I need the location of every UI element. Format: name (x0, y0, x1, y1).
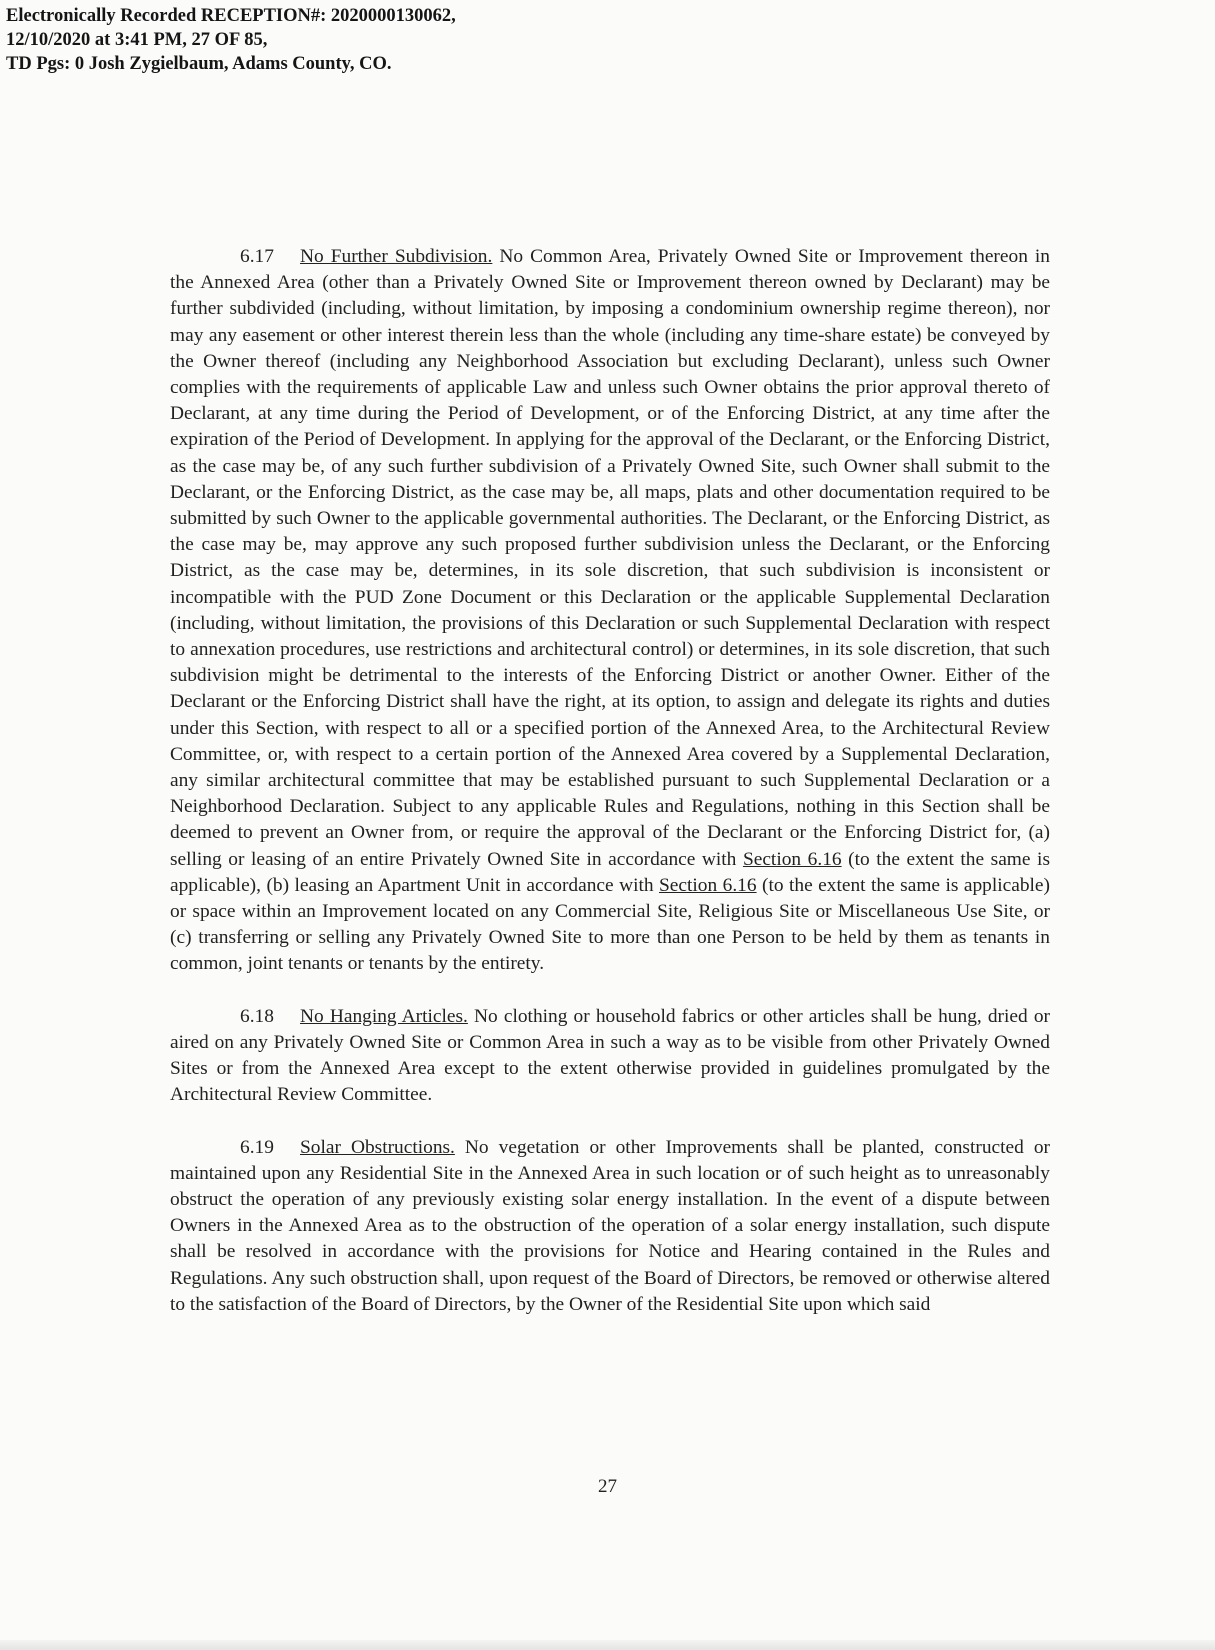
page-number: 27 (598, 1476, 617, 1497)
section-text: (to the extent the same is applicable) or space within an Improvement located on any Commercial Site, Religious Site or Miscellaneous Use Site, or (c) transferring or selling any Privately Owned Site to more than one Person to be held by them as tenants in common, joint tenants or tenants by the entirety. (170, 874, 1050, 975)
section-title: No Hanging Articles. (300, 1005, 468, 1027)
recording-stamp-line-2: 12/10/2020 at 3:41 PM, 27 OF 85, (6, 30, 268, 50)
section-text: No clothing or household fabrics or other articles shall be hung, dried or aired on any Privately Owned Site or Common Area in such a way as to be visible from other Privately Owned Sites or from the Annexed Area except to the extent otherwise provided in guidelines promulgated by the Architectural Review Committee. (170, 1005, 1050, 1106)
section-number: 6.18 (240, 1005, 274, 1027)
section-6-19 (170, 1135, 1050, 1318)
scan-edge (0, 1640, 1215, 1650)
section-6-17 (170, 244, 1050, 978)
section-reference: Section 6.16 (742, 848, 842, 870)
section-number: 6.19 (240, 1136, 274, 1158)
section-title: Solar Obstructions. (300, 1136, 455, 1158)
section-title: No Further Subdivision. (300, 246, 493, 267)
section-text: No vegetation or other Improvements shall be planted, constructed or maintained upon any Residential Site in the Annexed Area in such location or of such height as to unreasonably obstruct the operation of any previously existing solar energy installation. In the event of a dispute between Owners in the Annexed Area as to the obstruction of the operation of a solar energy installation, such dispute shall be resolved in accordance with the provisions for Notice and Hearing contained in the Rules and Regulations. Any such obstruction shall, upon request of the Board of Directors, be removed or otherwise altered to the satisfaction of the Board of Directors, by the Owner of the Residential Site upon which said (170, 1136, 1050, 1315)
section-text: No Common Area, Privately Owned Site or Improvement thereon in the Annexed Area (other than a Privately Owned Site or Improvement thereon owned by Declarant) may be further subdivided (including, without limitation, by imposing a condominium ownership regime thereon), nor may any easement or other interest therein less than the whole (including any time-share estate) be conveyed by the Owner thereof (including any Neighborhood Association but excluding Declarant), unless such Owner complies with the requirements of applicable Law and unless such Owner obtains the prior approval thereto of Declarant, at any time during the Period of Development, or of the Enforcing District, at any time after the expiration of the Period of Development. In applying for the approval of the Declarant, or the Enforcing District, as the case may be, of any such further subdivision of a Privately Owned Site, such Owner shall submit to the Declarant, or the Enforcing District, as the case may be, all maps, plats and other documentation required to be submitted by such Owner to the applicable governmental authorities. The Declarant, or the Enforcing District, as the case may be, may approve any such proposed further subdivision unless the Declarant, or the Enforcing District, as the case may be, determines, in its sole discretion, that such subdivision is inconsistent or incompatible with the PUD Zone Document or this Declaration or the applicable Supplemental Declaration (including, without limitation, the provisions of this Declaration or such Supplemental Declaration with respect to annexation procedures, use restrictions and architectural control) or determines, in its sole discretion, that such subdivision might be detrimental to the interests of the Enforcing District or another Owner. Either of the Declarant or the Enforcing District shall have the right, at its option, to assign and delegate its rights and duties under this Section, with respect to all or a specified portion of the Annexed Area, to the Architectural Review Committee, or, with respect to a certain portion of the Annexed Area covered by a Supplemental Declaration, any similar architectural committee that may be established pursuant to such Supplemental Declaration or a Neighborhood Declaration. Subject to any applicable Rules and Regulations, nothing in this Section shall be deemed to prevent an Owner from, or require the approval of the Declarant or the Enforcing District for, (a) selling or leasing of an entire Privately Owned Site in accordance with (170, 246, 1050, 870)
recording-stamp-line-3: TD Pgs: 0 Josh Zygielbaum, Adams County, CO. (6, 54, 392, 74)
section-reference: Section 6.16 (659, 874, 757, 896)
recording-stamp-line-1: Electronically Recorded RECEPTION#: 2020000130062, (6, 6, 456, 26)
section-text: (to the extent the same is applicable), (b) leasing an Apartment Unit in accordance with (170, 848, 1050, 896)
section-number: 6.17 (240, 246, 274, 267)
section-6-18 (170, 1004, 1050, 1109)
document-body (170, 244, 1050, 1344)
recording-stamp (6, 4, 456, 76)
